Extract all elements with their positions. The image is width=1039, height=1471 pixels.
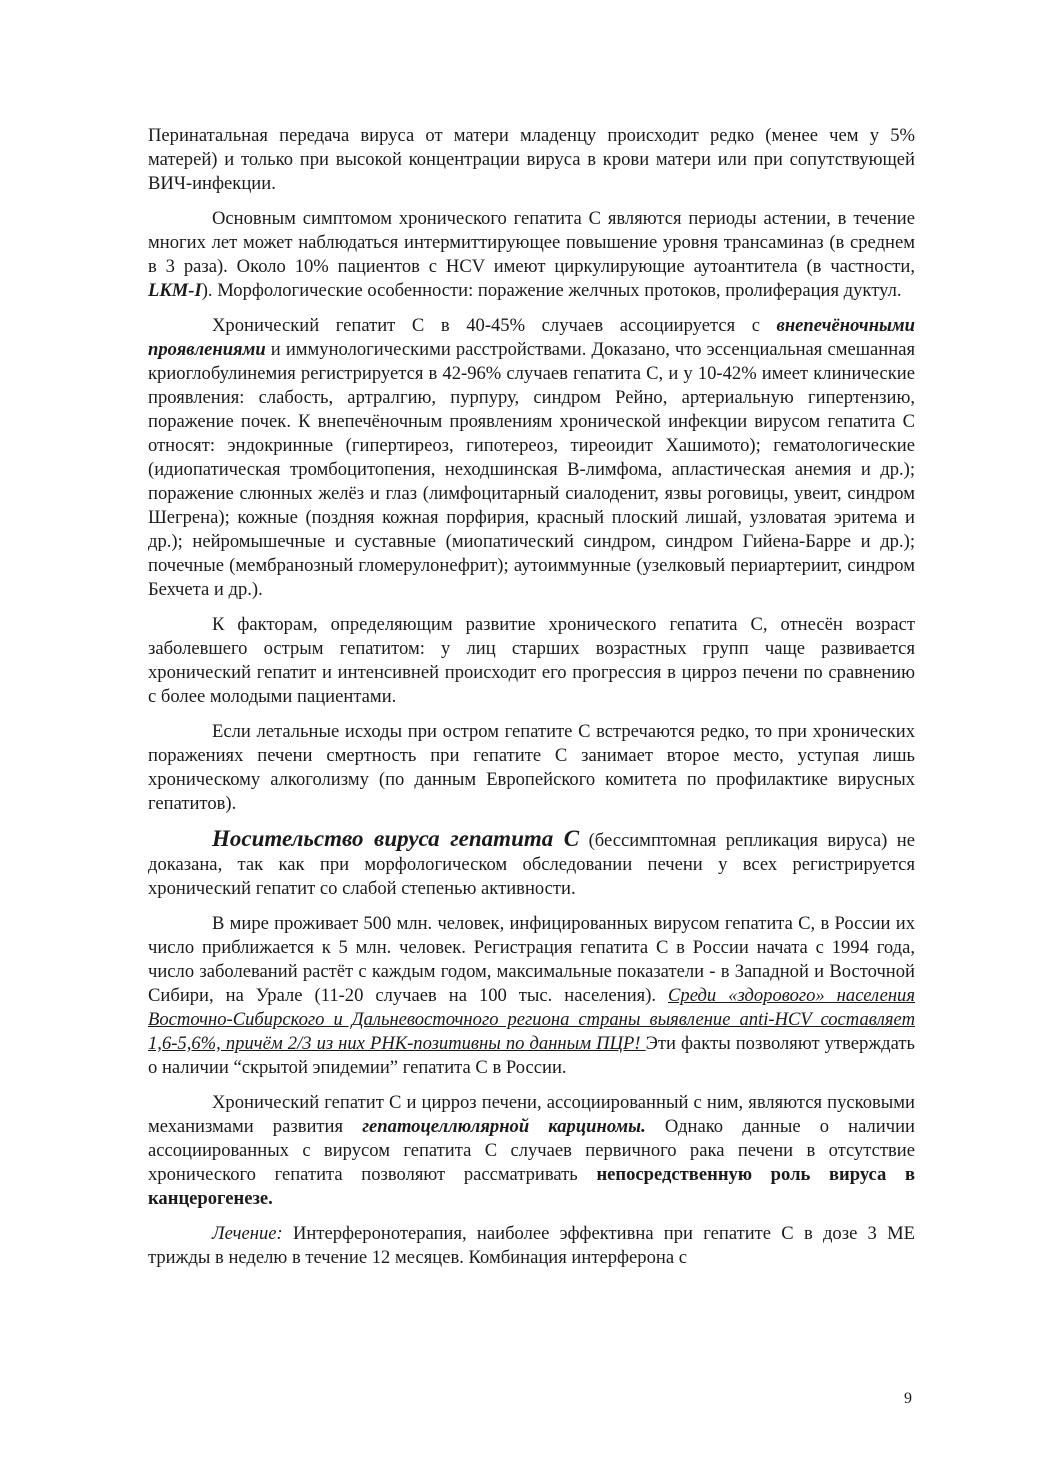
paragraph-text: Основным симптомом хронического гепатита С являются периоды астении, в течение многих лет может наблюдаться интермиттирующее повышение уровня трансаминаз (в среднем в 3 раза). Около 10% пациентов с HCV имеют циркулирующие аутоантитела (в частности, <box>148 208 915 277</box>
page-number: 9 <box>904 1390 912 1407</box>
paragraph-text: В мире проживает 500 млн. человек, инфицированных вирусом гепатита С, в России их число приближается к 5 млн. человек. Регистрация гепатита С в России начата с 1994 года, число заболеваний растёт с каждым годом, максимальные показатели - в Западной и Восточной Сибири, на Урале (11-20 случаев на 100 тыс. населения). <box>148 913 915 1006</box>
paragraph-text: и иммунологическими расстройствами. Доказано, что эссенциальная смешанная криоглобулинемия регистрируется в 42-96% случаев гепатита С, и у 10-42% имеет клинические проявления: слабость, артралгию, пурпуру, синдром Рейно, артериальную гипертензию, поражение почек. К внепечёночным проявлениям хронической инфекции вирусом гепатита С относят: эндокринные (гипертиреоз, гипотереоз, тиреоидит Хашимото); гематологические (идиопатическая тромбоцитопения, неходшинская В-лимфома, апластическая анемия и др.); поражение слюнных желёз и глаз (лимфоцитарный сиалоденит, язвы роговицы, увеит, синдром Шегрена); кожные (поздняя кожная порфирия, красный плоский лишай, узловатая эритема и др.); нейромышечные и суставные (миопатический синдром, синдром Гийена-Барре и др.); почечные (мембранозный гломерулонефрит); аутоиммунные (узелковый периартериит, синдром Бехчета и др.). <box>148 339 915 600</box>
paragraph-factors <box>148 613 915 709</box>
underlined-statement: Среди «здорового» населения Восточно-Сибирского и Дальневосточного региона страны выявление anti-HCV составляет 1,6-5,6%, причём 2/3 из них РНК-позитивны по данным ПЦР! <box>148 985 915 1054</box>
paragraph-text: ). Морфологические особенности: поражение желчных протоков, пролиферация дуктул. <box>201 280 902 301</box>
paragraph-text: Перинатальная передача вируса от матери младенцу происходит редко (менее чем у 5% матерей) и только при высокой концентрации вируса в крови матери или при сопутствующей ВИЧ-инфекции. <box>148 125 915 194</box>
paragraph-text: К факторам, определяющим развитие хронического гепатита С, отнесён возраст заболевшего острым гепатитом: у лиц старших возрастных групп чаще развивается хронический гепатит и интенсивней происходит его прогрессия в цирроз печени по сравнению с более молодыми пациентами. <box>148 614 915 707</box>
paragraph-mortality <box>148 720 915 816</box>
paragraph-main-symptom <box>148 207 915 303</box>
paragraph-text: Интерферонотерапия, наиболее эффективна при гепатите С в дозе 3 МЕ трижды в неделю в течение 12 месяцев. Комбинация интерферона с <box>148 1223 915 1268</box>
paragraph-text: Если летальные исходы при остром гепатите С встречаются редко, то при хронических поражениях печени смертность при гепатите С занимает второе место, уступая лишь хроническому алкоголизму (по данным Европейского комитета по профилактике вирусных гепатитов). <box>148 721 915 814</box>
carriage-heading: Носительство вируса гепатита С <box>212 826 580 851</box>
paragraph-text: Эти факты позволяют утверждать о наличии “скрытой эпидемии” гепатита С в России. <box>148 1033 915 1078</box>
paragraph-text: (бессимптомная репликация вируса) не доказана, так как при морфологическом обследовании печени у всех регистрируется хронический гепатит со слабой степенью активности. <box>148 830 915 899</box>
paragraph-perinatal-transmission <box>148 124 915 196</box>
paragraph-epidemiology <box>148 912 915 1080</box>
lkm-term: LKM-I <box>148 280 202 301</box>
paragraph-extrahepatic <box>148 314 915 602</box>
paragraph-text: Однако данные о наличии ассоциированных с вирусом гепатита С случаев первичного рака печени в отсутствие хронического гепатита позволяют рассматривать <box>148 1116 915 1185</box>
paragraph-carriage <box>148 827 915 901</box>
extrahepatic-term: внепечёночными проявлениями <box>148 315 915 360</box>
paragraph-text: Хронический гепатит С в 40-45% случаев ассоциируется с <box>212 315 777 336</box>
carcinoma-term: гепатоцеллюлярной карциномы. <box>362 1116 646 1137</box>
paragraph-treatment <box>148 1222 915 1270</box>
paragraph-carcinoma <box>148 1091 915 1211</box>
document-page <box>148 124 915 1281</box>
paragraph-text: Хронический гепатит С и цирроз печени, ассоциированный с ним, являются пусковыми механизмами развития <box>148 1092 915 1137</box>
carcinogenesis-role: непосредственную роль вируса в канцерогенезе. <box>148 1164 916 1209</box>
treatment-label: Лечение: <box>212 1223 283 1244</box>
